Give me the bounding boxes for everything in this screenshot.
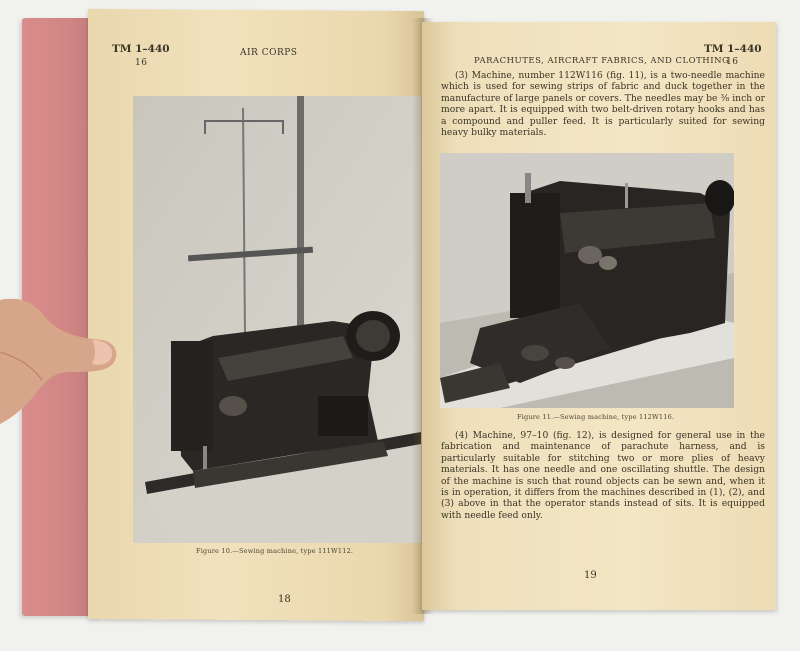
left-header-number: 16: [135, 58, 148, 68]
left-page-number: 18: [278, 594, 291, 605]
figure-11-caption: Figure 11.—Sewing machine, type 112W116.: [517, 413, 675, 421]
left-running-head: AIR CORPS: [240, 48, 298, 58]
right-page-number: 19: [584, 570, 597, 581]
right-header-number: 16: [726, 57, 739, 67]
paragraph-machine-97-10: (4) Machine, 97–10 (fig. 12), is designed for general use in the fabrication and maintenance of parachute harness, and is particularly suitable for stitching two or more plies of heavy materials. It has one needle and one oscillating shuttle. The design of the machine is such that round objects can be sewn and, when it is in operation, it differs from the machines described in (1), (2), and (3) above in that the operator stands instead of sits. It is equipped with needle feed only.: [441, 430, 765, 521]
figure-10-caption: Figure 10.—Sewing machine, type 111W112.: [196, 547, 354, 555]
figure-11-photo: [440, 153, 734, 408]
hand-thumb: [0, 292, 120, 432]
sewing-machine-111w112-image: [133, 96, 421, 543]
sewing-machine-112w116-image: [440, 153, 734, 408]
figure-10-photo: [133, 96, 421, 543]
left-header-tm: TM 1–440: [112, 43, 170, 55]
right-running-head: PARACHUTES, AIRCRAFT FABRICS, AND CLOTHING: [474, 56, 730, 66]
paragraph-machine-112w116: (3) Machine, number 112W116 (fig. 11), is a two-needle machine which is used for sewing strips of fabric and duck together in the manufacture of large panels or covers. The needles may be ⅜ inch or more apart. It is equipped with two belt-driven rotary hooks and has a compound and puller feed. It is particularly suited for sewing heavy bulky materials.: [441, 70, 765, 139]
right-header-tm: TM 1–440: [704, 43, 762, 55]
